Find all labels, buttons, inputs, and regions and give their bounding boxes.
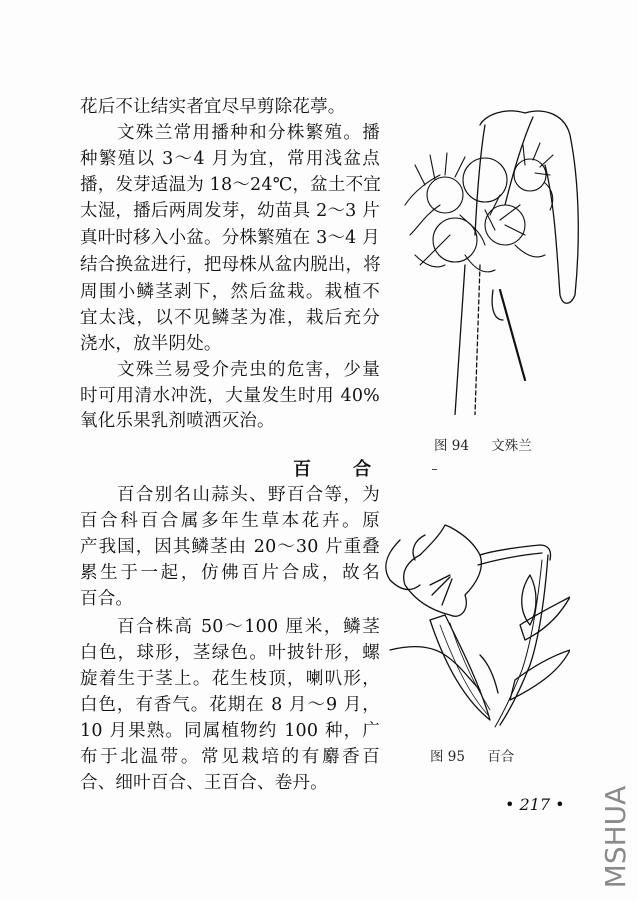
figure-94-caption xyxy=(434,434,532,454)
page-number: • 217 • xyxy=(505,795,565,814)
watermark: MSHUA xyxy=(599,785,632,889)
paragraph-line: 百合株高 50～100 厘米，鳞茎 xyxy=(117,617,380,637)
figure-number: 图 94 xyxy=(434,438,469,454)
paragraph-line: 浇水，放半阴处。 xyxy=(80,334,222,354)
paragraph-line: 种繁殖以 3～4 月为宜，常用浅盆点 xyxy=(80,149,380,169)
paragraph-line: 文殊兰常用播种和分株繁殖。播 xyxy=(117,123,380,143)
heading-char: 合 xyxy=(353,459,371,480)
paragraph-line: 百合别名山蒜头、野百合等，为 xyxy=(117,485,380,505)
paragraph-line: 产我国，因其鳞茎由 20～30 片重叠 xyxy=(80,537,380,557)
paragraph-line: 白色，有香气。花期在 8 月～9 月， xyxy=(80,695,380,715)
figure-95-illustration xyxy=(370,515,570,730)
figure-94-illustration xyxy=(385,95,595,415)
paragraph-line: 文殊兰易受介壳虫的危害，少量 xyxy=(117,360,380,380)
paragraph-line: 布于北温带。常见栽培的有麝香百 xyxy=(80,747,380,767)
paragraph-line: 播，发芽适温为 18～24℃，盆土不宜 xyxy=(80,175,381,195)
paragraph-line: 真叶时移入小盆。分株繁殖在 3～4 月 xyxy=(80,228,380,248)
paragraph-line: 10 月果熟。同属植物约 100 种，广 xyxy=(80,721,380,741)
paragraph-line: 结合换盆进行，把母株从盆内脱出，将 xyxy=(80,255,381,275)
paragraph-line: 周围小鳞茎剥下，然后盆栽。栽植不 xyxy=(80,282,380,302)
paragraph-line: 太湿，播后两周发芽，幼苗具 2～3 片 xyxy=(80,201,380,221)
lily-drawing-icon xyxy=(370,515,570,730)
figure-number: 图 95 xyxy=(430,749,465,765)
stray-mark xyxy=(432,469,437,470)
heading-char: 百 xyxy=(293,459,311,480)
paragraph-line: 百合科百合属多年生草本花卉。原 xyxy=(80,511,380,531)
paragraph-line: 累生于一起，仿佛百片合成，故名 xyxy=(80,563,380,583)
section-heading-baihe xyxy=(293,455,371,481)
paragraph-line: 花后不让结实者宜尽早剪除花葶。 xyxy=(80,97,346,117)
figure-title: 文殊兰 xyxy=(491,438,532,454)
paragraph-line: 百合。 xyxy=(80,589,134,609)
paragraph-line: 白色，球形，茎绿色。叶披针形，螺 xyxy=(80,643,380,663)
paragraph-line: 合、细叶百合、王百合、卷丹。 xyxy=(80,773,328,793)
paragraph-line: 时可用清水冲洗，大量发生时用 40% xyxy=(80,386,380,406)
paragraph-line: 旋着生于茎上。花生枝顶，喇叭形， xyxy=(80,669,380,689)
paragraph-line: 氧化乐果乳剂喷洒灭治。 xyxy=(80,411,275,431)
paragraph-line: 宜太浅，以不见鳞茎为准，栽后充分 xyxy=(80,308,380,328)
figure-title: 百合 xyxy=(487,749,515,765)
figure-95-caption xyxy=(430,745,514,765)
crinum-lily-drawing-icon xyxy=(385,95,595,415)
